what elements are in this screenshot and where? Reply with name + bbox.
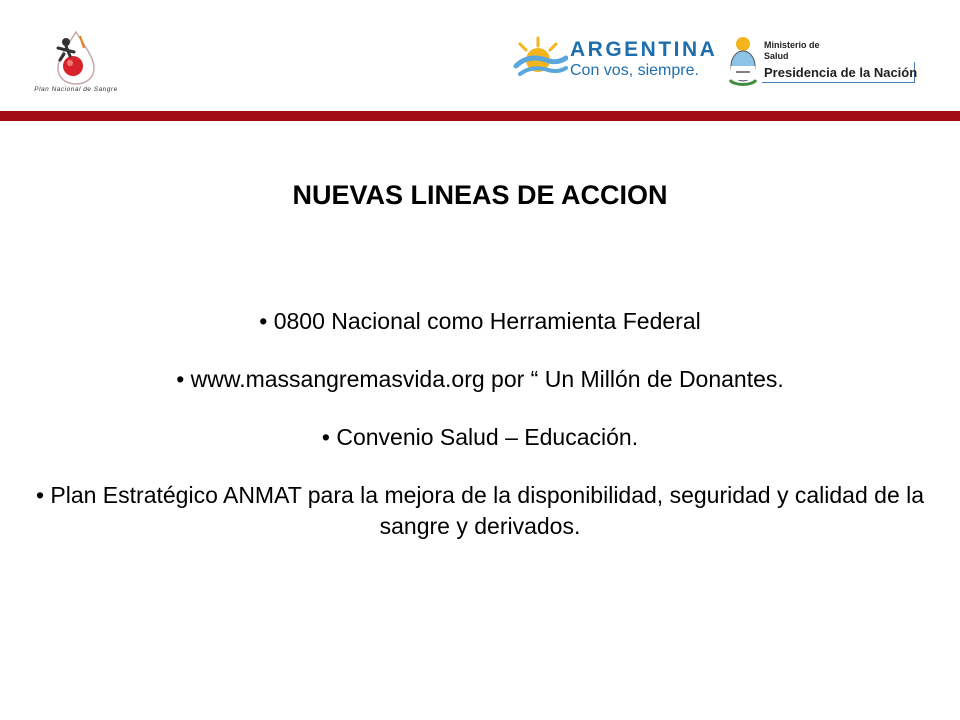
bullet-item: • 0800 Nacional como Herramienta Federal [259, 308, 701, 334]
plan-logo-caption: Plan Nacional de Sangre [34, 86, 118, 93]
bullet-item: • Plan Estratégico ANMAT para la mejora de la disponibilidad, seguridad y calidad de la sangre y derivados. [35, 482, 925, 539]
argentina-logo [512, 36, 718, 86]
sun-logo-icon [512, 36, 568, 86]
ministerio-line1: Ministerio de [764, 40, 820, 50]
header-divider-bar [0, 111, 960, 121]
plan-nacional-de-sangre-logo [26, 28, 126, 98]
bullet-item: • www.massangremasvida.org por “ Un Millón de Donantes. [176, 366, 784, 392]
national-coat-of-arms-icon [726, 34, 760, 90]
blood-drop-figure-icon [36, 28, 116, 86]
argentina-tagline: Con vos, siempre. [570, 62, 699, 79]
presidencia-label: Presidencia de la Nación [764, 65, 918, 80]
ministerio-de-salud-logo [726, 34, 920, 90]
bullet-list [30, 306, 930, 542]
slide-title: NUEVAS LINEAS DE ACCION [292, 180, 668, 210]
argentina-wordmark: ARGENTINA [570, 38, 718, 61]
bullet-item: • Convenio Salud – Educación. [321, 424, 639, 450]
ministerio-line2: Salud [764, 51, 789, 61]
